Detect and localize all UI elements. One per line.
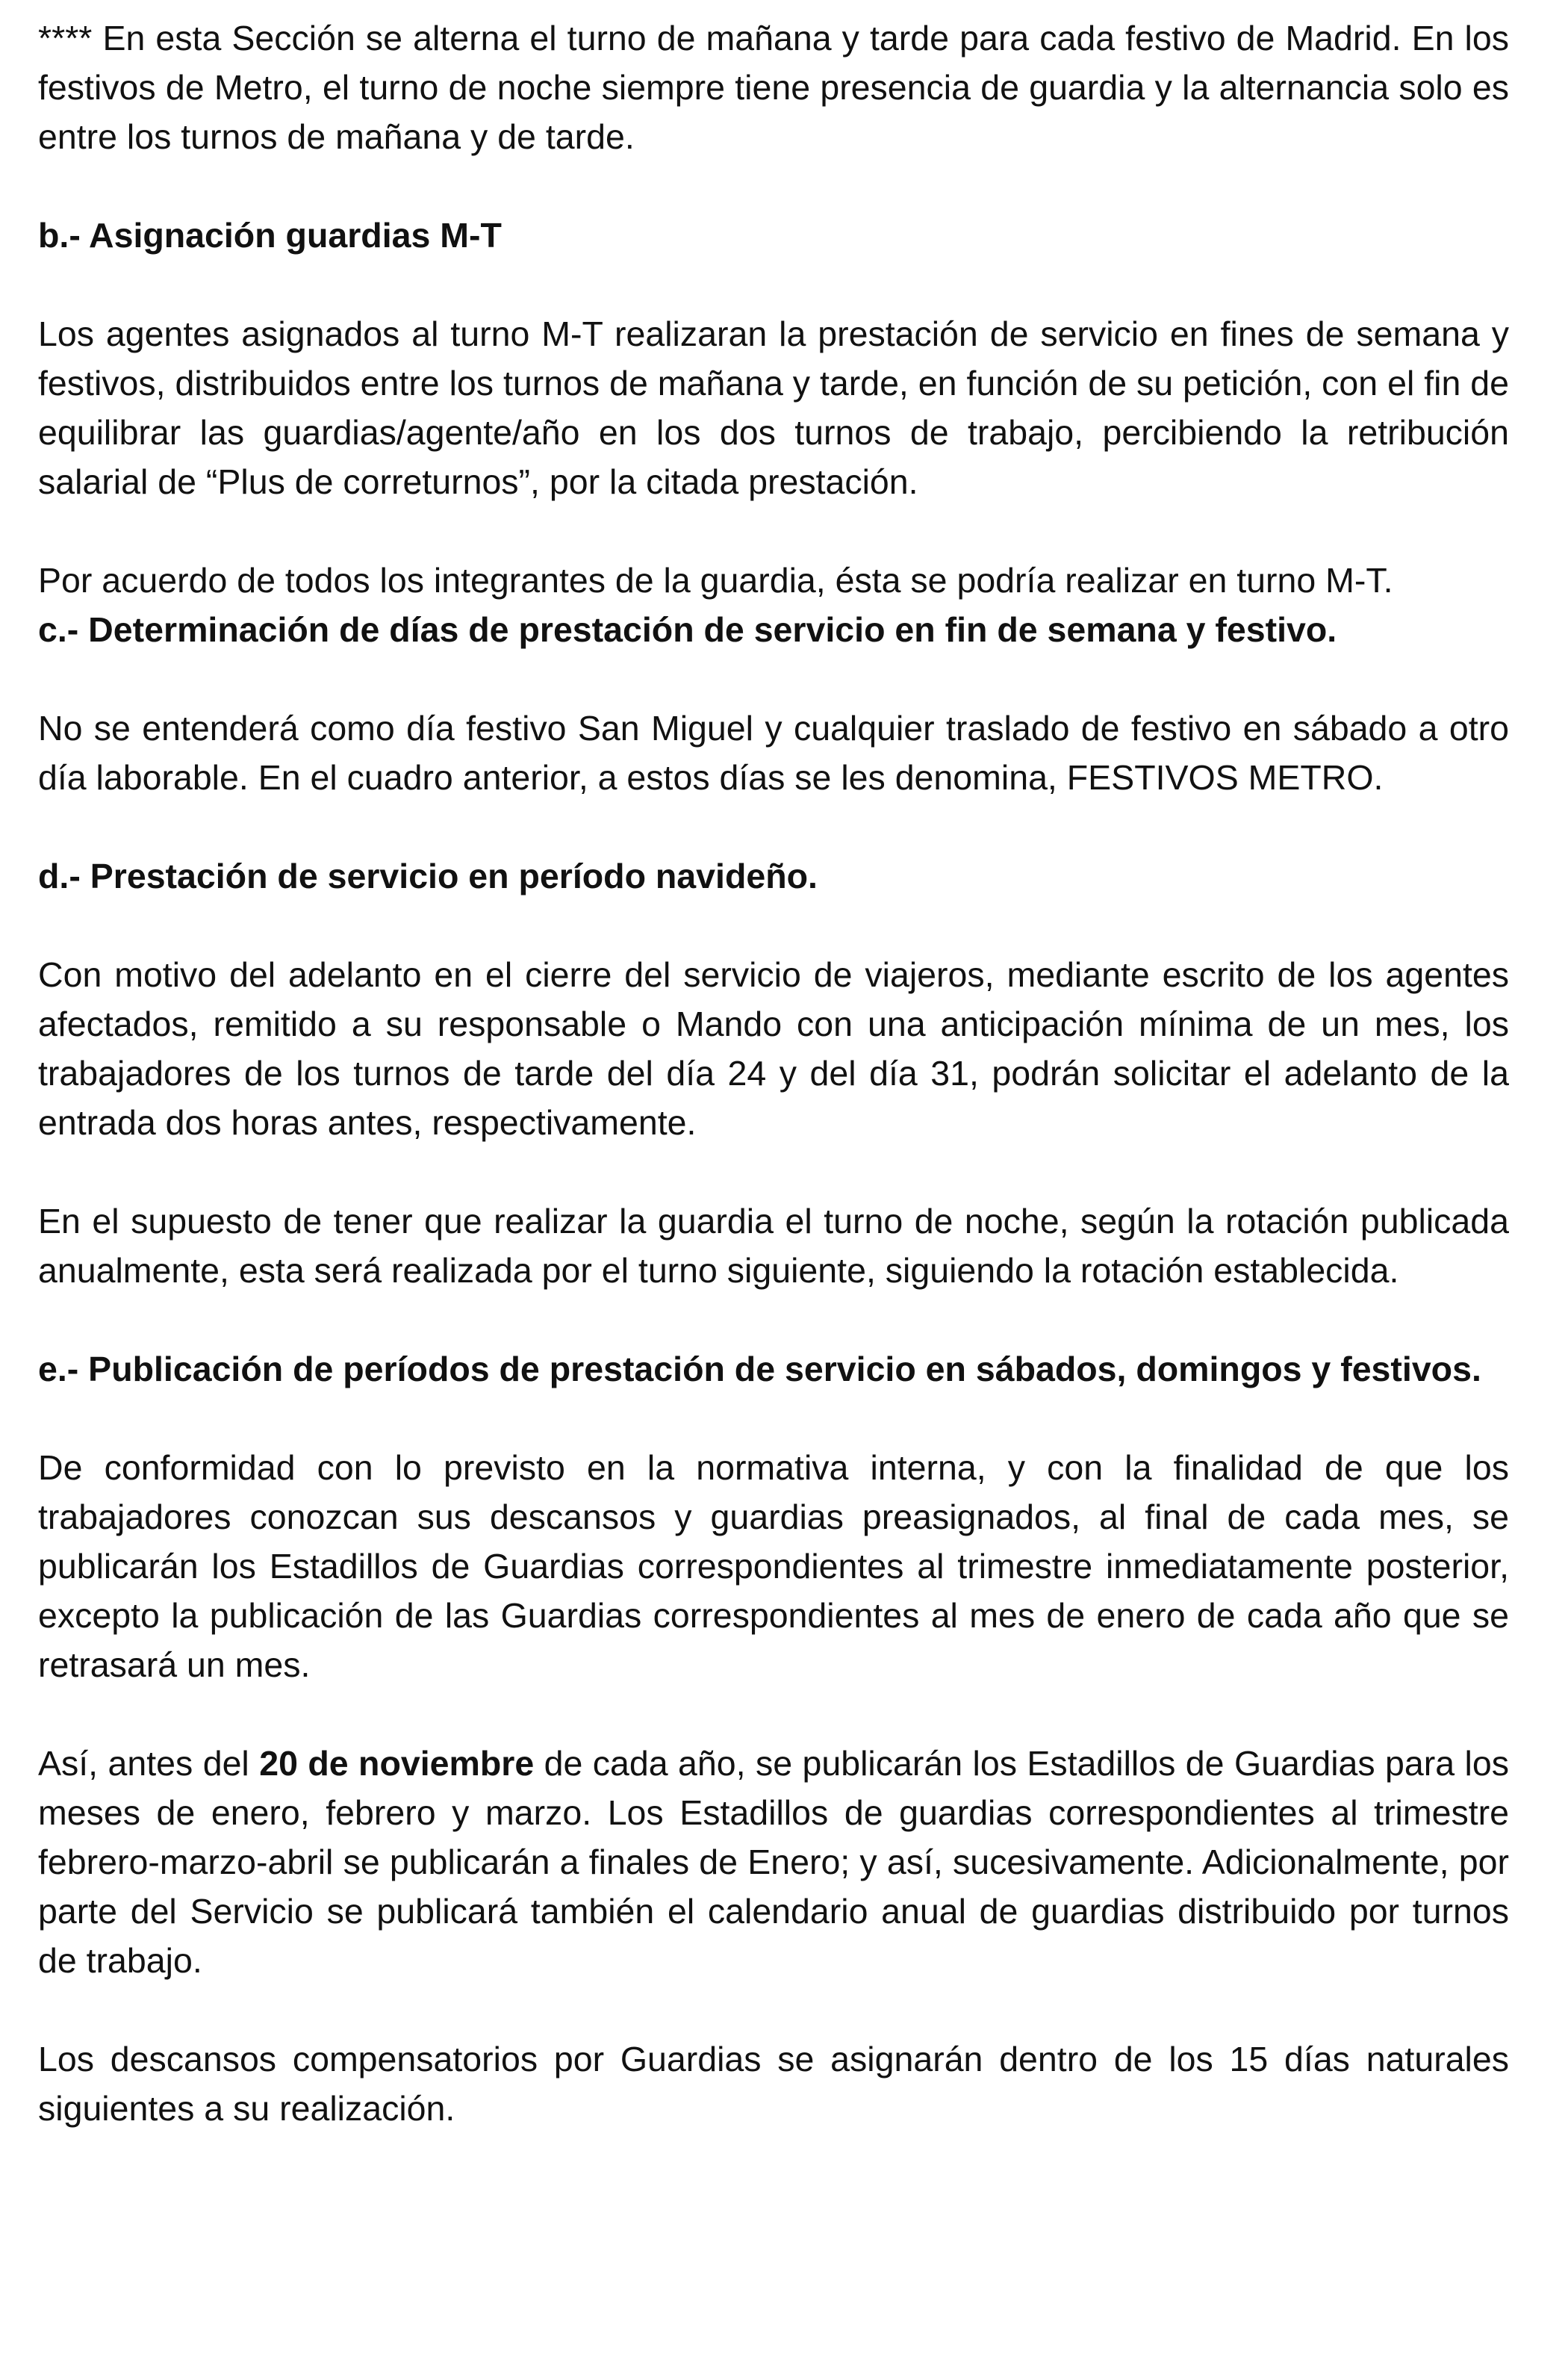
section-b-paragraph-2: Por acuerdo de todos los integrantes de la guardia, ésta se podría realizar en turno M-T. <box>38 561 1393 600</box>
document-page <box>38 13 1509 2133</box>
section-b-heading: b.- Asignación guardias M-T <box>38 216 502 255</box>
section-d-heading: d.- Prestación de servicio en período navideño. <box>38 857 818 895</box>
section-d-paragraph-1: Con motivo del adelanto en el cierre del servicio de viajeros, mediante escrito de los agentes afectados, remitido a su responsable o Mando con una anticipación mínima de un mes, los trabajadores de los turnos de tarde del día 24 y del día 31, podrán solicitar el adelanto de la entrada dos horas antes, respectivamente. <box>38 955 1509 1142</box>
section-e-heading: e.- Publicación de períodos de prestación de servicio en sábados, domingos y festivos. <box>38 1350 1481 1388</box>
footnote-paragraph: **** En esta Sección se alterna el turno de mañana y tarde para cada festivo de Madrid. En los festivos de Metro, el turno de noche siempre tiene presencia de guardia y la alternancia solo es entre los turnos de mañana y de tarde. <box>38 19 1509 156</box>
section-d-paragraph-2: En el supuesto de tener que realizar la guardia el turno de noche, según la rotación publicada anualmente, esta será realizada por el turno siguiente, siguiendo la rotación establecida. <box>38 1202 1509 1290</box>
section-e-paragraph-2-start: Así, antes del <box>38 1744 260 1783</box>
section-e-paragraph-1: De conformidad con lo previsto en la normativa interna, y con la finalidad de que los trabajadores conozcan sus descansos y guardias preasignados, al final de cada mes, se publicarán los Estadillos de Guardias correspondientes al trimestre inmediatamente posterior, excepto la publicación de las Guardias correspondientes al mes de enero de cada año que se retrasará un mes. <box>38 1448 1509 1684</box>
section-e-paragraph-3: Los descansos compensatorios por Guardias se asignarán dentro de los 15 días naturales siguientes a su realización. <box>38 2040 1509 2128</box>
section-e-paragraph-2-end: de cada año, se publicarán los Estadillos de Guardias para los meses de enero, febrero y marzo. Los Estadillos de guardias correspondientes al trimestre febrero-marzo-abril se publicarán a finales de Enero; y así, sucesivamente. Adicionalmente, por parte del Servicio se publicará también el calendario anual de guardias distribuido por turnos de trabajo. <box>38 1744 1509 1980</box>
section-e-paragraph-2 <box>38 1739 1509 1985</box>
section-b-paragraph-1: Los agentes asignados al turno M-T realizaran la prestación de servicio en fines de semana y festivos, distribuidos entre los turnos de mañana y tarde, en función de su petición, con el fin de equilibrar las guardias/agente/año en los dos turnos de trabajo, percibiendo la retribución salarial de “Plus de correturnos”, por la citada prestación. <box>38 314 1509 501</box>
section-c-paragraph-1: No se entenderá como día festivo San Miguel y cualquier traslado de festivo en sábado a otro día laborable. En el cuadro anterior, a estos días se les denomina, FESTIVOS METRO. <box>38 709 1509 797</box>
section-c-heading: c.- Determinación de días de prestación de servicio en fin de semana y festivo. <box>38 610 1337 649</box>
deadline-date: 20 de noviembre <box>259 1744 535 1783</box>
